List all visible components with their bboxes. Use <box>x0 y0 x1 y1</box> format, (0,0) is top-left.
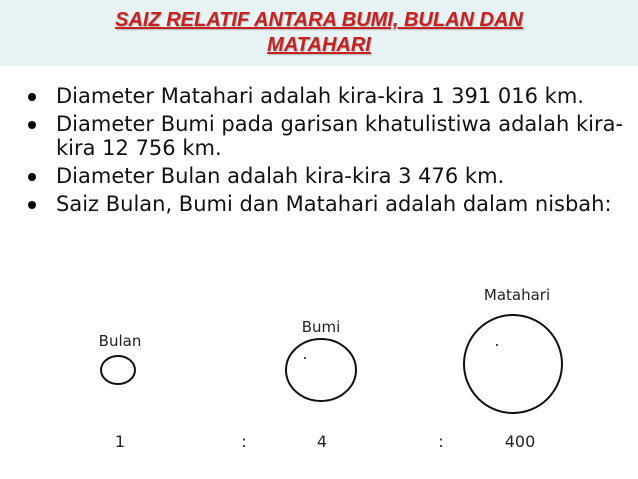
moon-circle <box>101 356 135 384</box>
slide-title-line2: MATAHARI <box>267 34 371 56</box>
ratio-sun: 400 <box>504 432 536 451</box>
earth-dot <box>304 357 306 359</box>
size-comparison-diagram <box>0 270 638 470</box>
sun-circle <box>464 315 562 413</box>
ratio-separator-2: : <box>438 432 444 451</box>
bullet-item-sun-diameter: Diameter Matahari adalah kira-kira 1 391 016 km. <box>22 84 632 108</box>
sun-label: Matahari <box>483 286 551 304</box>
bullet-item-earth-diameter: Diameter Bumi pada garisan khatulistiwa adalah kira-kira 12 756 km. <box>22 112 632 160</box>
ratio-earth: 4 <box>316 432 328 451</box>
bullet-dot-icon <box>28 201 36 209</box>
ratio-separator-1: : <box>241 432 247 451</box>
bullet-list <box>22 84 632 220</box>
bullet-dot-icon <box>28 173 36 181</box>
ratio-moon: 1 <box>114 432 126 451</box>
bullet-dot-icon <box>28 121 36 129</box>
moon-label: Bulan <box>98 332 142 350</box>
slide-title <box>0 8 638 58</box>
earth-circle <box>286 339 356 401</box>
earth-label: Bumi <box>301 318 341 336</box>
bullet-dot-icon <box>28 93 36 101</box>
bullet-item-moon-diameter: Diameter Bulan adalah kira-kira 3 476 km. <box>22 164 632 188</box>
slide-title-line1: SAIZ RELATIF ANTARA BUMI, BULAN DAN <box>115 9 523 31</box>
bullet-item-size-ratio: Saiz Bulan, Bumi dan Matahari adalah dalam nisbah: <box>22 192 632 216</box>
sun-dot <box>496 344 498 346</box>
